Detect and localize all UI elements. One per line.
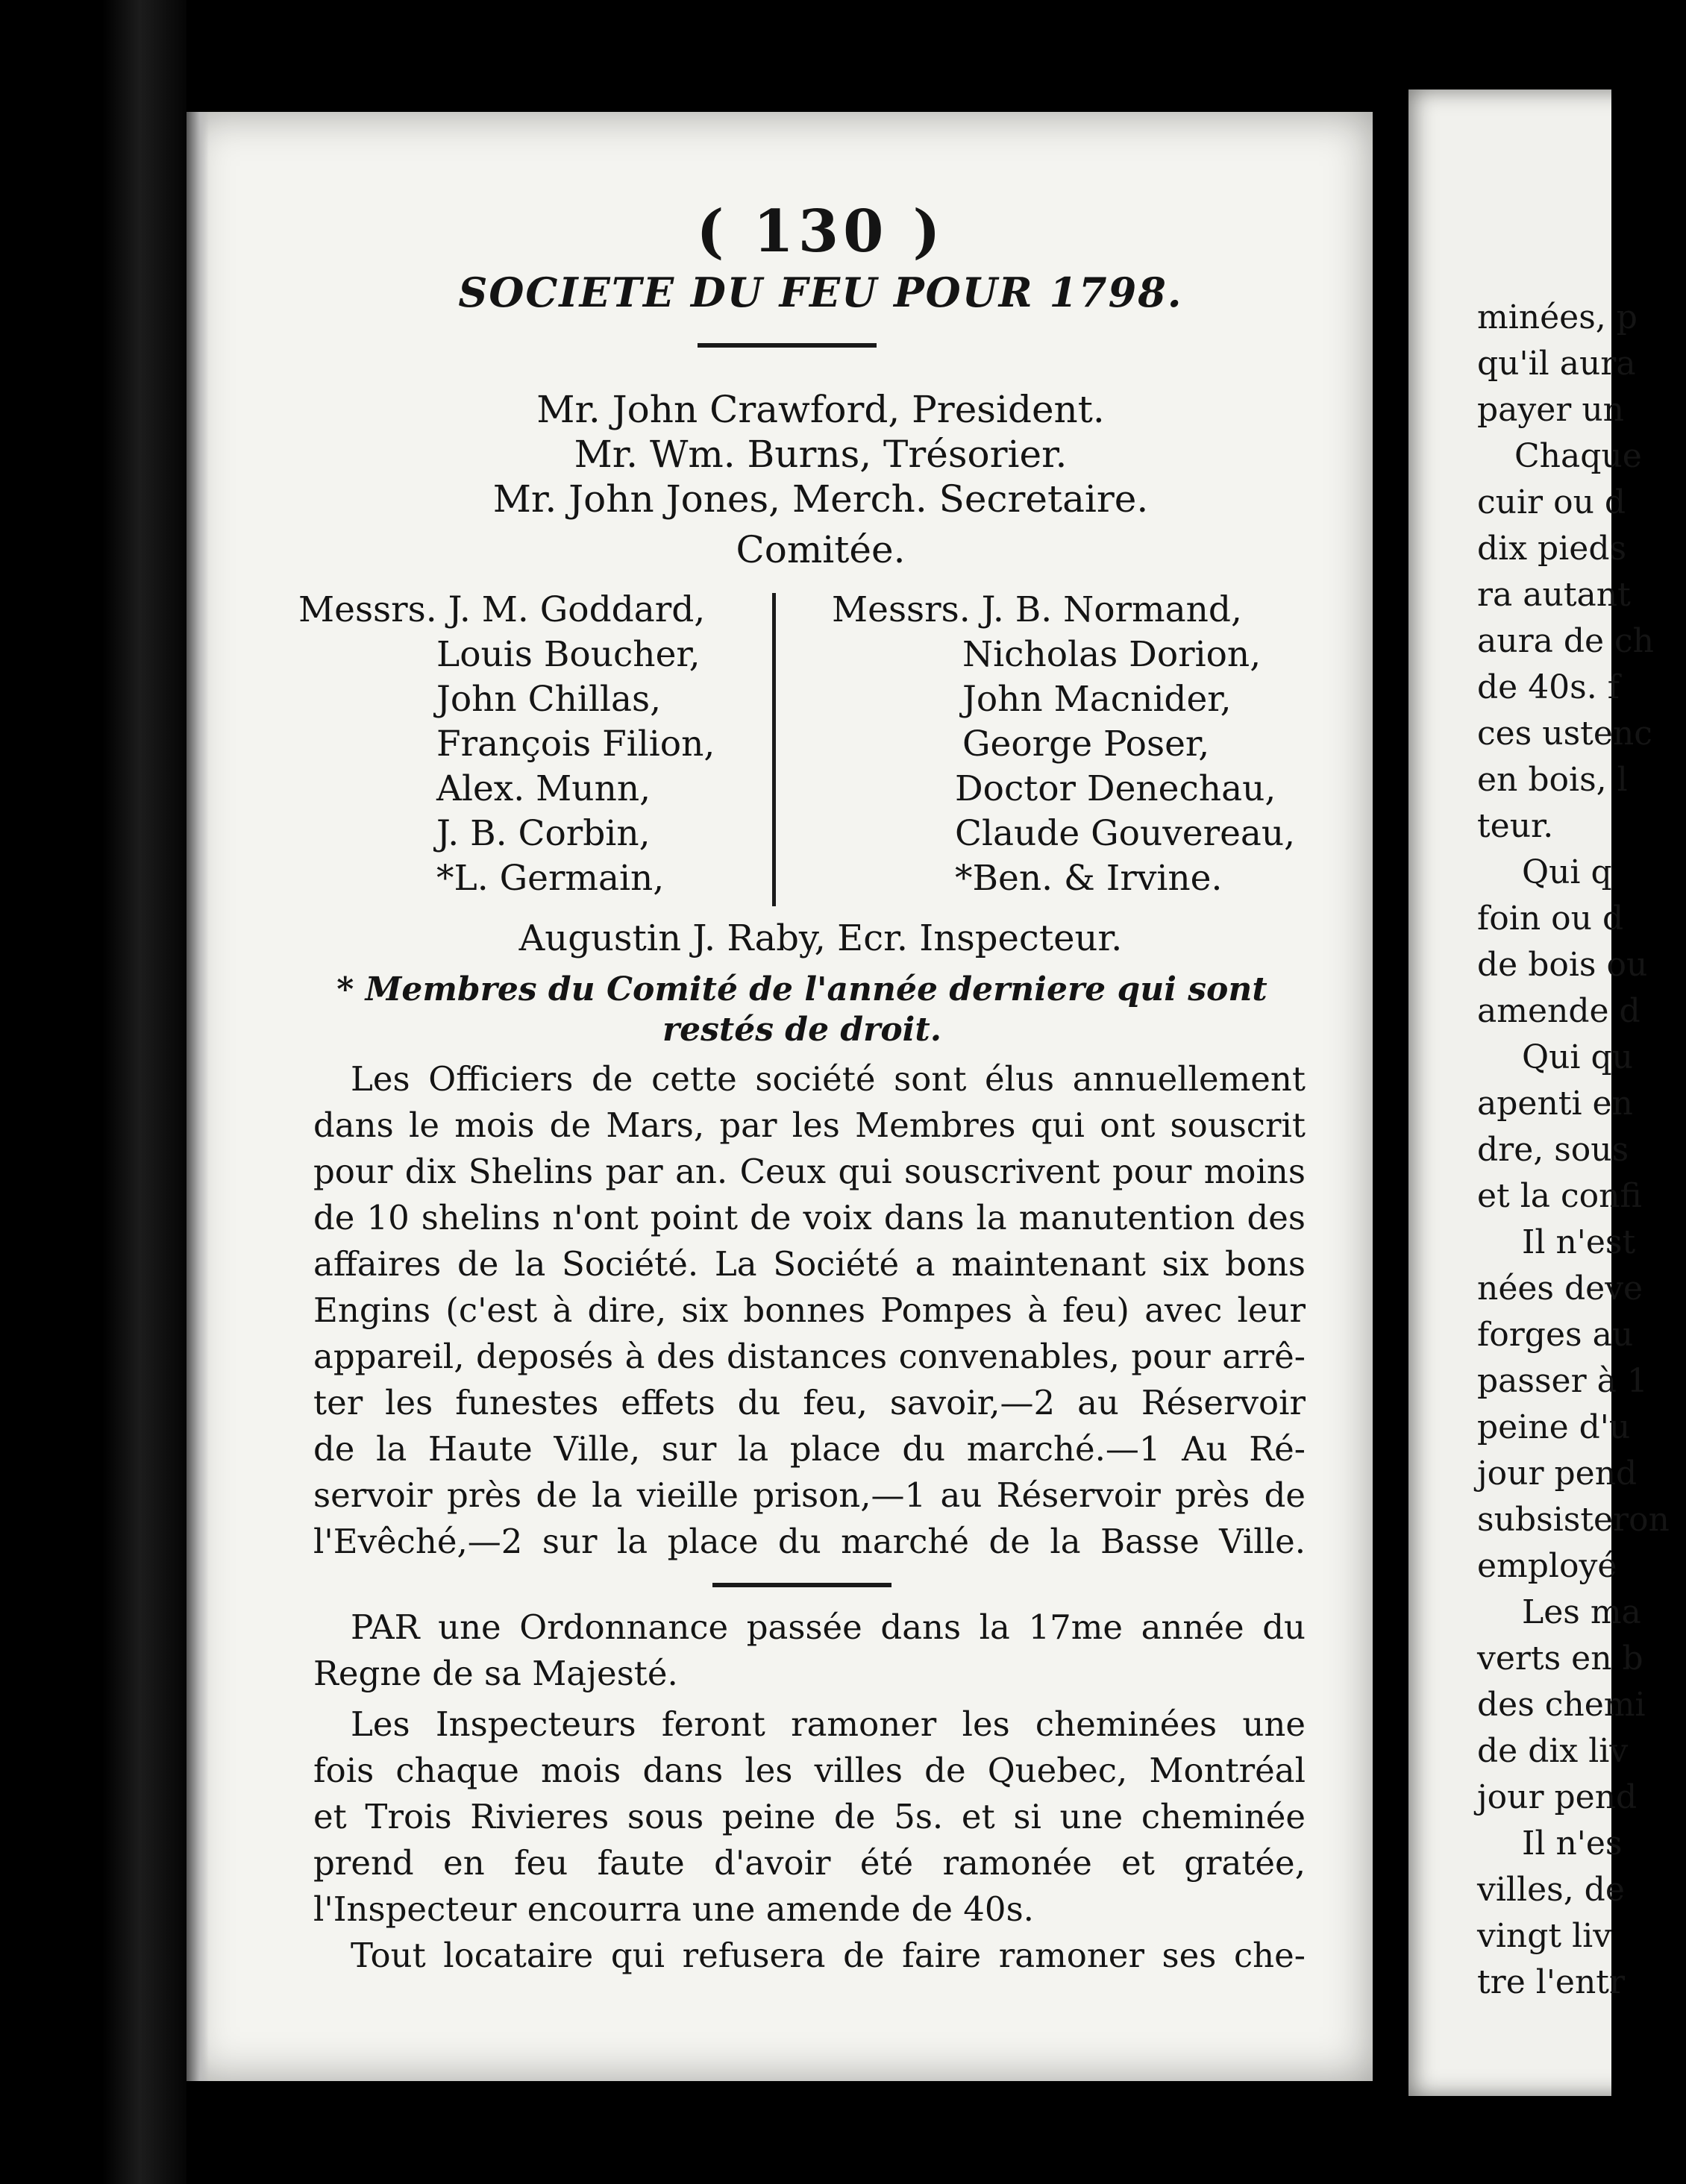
body-line: Les Officiers de cette société sont élus annuellement	[351, 1059, 1306, 1099]
footnote: * Membres du Comité de l'année derniere qui sont restés de droit.	[336, 970, 1267, 1049]
right-page-line: ra autant	[1477, 576, 1631, 614]
body-line: l'Inspecteur encourra une amende de 40s.	[313, 1889, 1034, 1929]
committee-right-member: George Poser,	[962, 724, 1210, 765]
right-page-line: minées, p	[1477, 298, 1638, 336]
committee-left-member: Messrs. J. M. Goddard,	[298, 589, 706, 630]
body-line: pour dix Shelins par an. Ceux qui souscrivent pour moins	[313, 1152, 1306, 1191]
title-divider	[698, 343, 877, 348]
right-page-line: payer un	[1477, 391, 1624, 429]
right-page-line: de dix liv	[1477, 1732, 1629, 1770]
right-page-line: de bois ou	[1477, 946, 1648, 984]
book-spine	[0, 0, 187, 2184]
body-line: Tout locataire qui refusera de faire ramoner ses che-	[351, 1936, 1306, 1975]
body-line: Regne de sa Majesté.	[313, 1654, 678, 1693]
right-page-line: aura de ch	[1477, 622, 1654, 660]
right-page-line: subsisteron	[1477, 1501, 1670, 1539]
officer-treasurer: Mr. Wm. Burns, Trésorier.	[574, 433, 1068, 476]
inspector-line: Augustin J. Raby, Ecr. Inspecteur.	[518, 917, 1123, 959]
right-page-line: employé	[1477, 1547, 1617, 1585]
committee-left-member: Alex. Munn,	[436, 768, 651, 809]
body-line: affaires de la Société. La Société a maintenant six bons	[313, 1244, 1306, 1284]
right-page-line: dix pieds	[1477, 530, 1627, 568]
body-line: appareil, deposés à des distances convenables, pour arrê-	[313, 1337, 1306, 1376]
committee-right-member: Doctor Denechau,	[955, 768, 1276, 809]
committee-divider	[772, 593, 776, 906]
officer-president: Mr. John Crawford, President.	[536, 388, 1105, 431]
body-line: PAR une Ordonnance passée dans la 17me année du	[351, 1607, 1306, 1647]
right-page-line: villes, de	[1477, 1871, 1625, 1909]
committee-left-member: *L. Germain,	[436, 858, 665, 899]
section-divider	[712, 1583, 891, 1587]
right-page-line: Il n'es	[1522, 1824, 1623, 1863]
right-page-line: Qui q	[1522, 853, 1612, 891]
right-page-line: teur.	[1477, 807, 1554, 845]
committee-right-member: John Macnider,	[962, 679, 1232, 720]
committee-right-member: Claude Gouvereau,	[955, 813, 1296, 854]
right-page-line: de 40s. f	[1477, 668, 1620, 706]
committee-left-member: John Chillas,	[436, 679, 662, 720]
body-line: l'Evêché,—2 sur la place du marché de la Basse Ville.	[313, 1522, 1306, 1561]
right-page-line: ces ustenc	[1477, 715, 1652, 753]
body-line: de la Haute Ville, sur la place du marché.—1 Au Ré-	[313, 1429, 1306, 1469]
committee-right-member: Nicholas Dorion,	[962, 634, 1262, 675]
committee-left-member: J. B. Corbin,	[436, 813, 651, 854]
committee-right-member: *Ben. & Irvine.	[955, 858, 1223, 899]
right-page-line: tre l'entr	[1477, 1963, 1625, 2001]
body-line: servoir près de la vieille prison,—1 au Réservoir près de	[313, 1475, 1306, 1515]
right-page-line: amende d	[1477, 992, 1640, 1030]
right-page-line: jour pend	[1477, 1778, 1638, 1816]
committee-left-member: François Filion,	[436, 724, 715, 765]
right-page-line: peine d'u	[1477, 1408, 1631, 1446]
right-page-line: foin ou d	[1477, 900, 1624, 938]
right-page-line: passer à 1	[1477, 1362, 1648, 1400]
right-page-line: Il n'est	[1522, 1223, 1636, 1261]
officer-secretary: Mr. John Jones, Merch. Secretaire.	[492, 477, 1149, 521]
right-page-line: jour pend	[1477, 1455, 1638, 1493]
committee-heading: Comitée.	[736, 528, 906, 571]
right-page-line: Les ma	[1522, 1593, 1641, 1631]
body-line: fois chaque mois dans les villes de Quebec, Montréal	[313, 1751, 1306, 1790]
page-gutter	[1373, 97, 1410, 2141]
right-page-line: forges au	[1477, 1316, 1634, 1354]
body-line: dans le mois de Mars, par les Membres qui ont souscrit	[313, 1105, 1306, 1145]
right-page-line: Chaque	[1514, 437, 1642, 475]
right-page-line: nées deve	[1477, 1270, 1643, 1308]
page-number: ( 130 )	[696, 198, 945, 266]
body-line: Les Inspecteurs feront ramoner les cheminées une	[351, 1704, 1306, 1744]
body-line: de 10 shelins n'ont point de voix dans la manutention des	[313, 1198, 1306, 1237]
right-page-line: cuir ou d	[1477, 483, 1626, 521]
right-page-line: des chemi	[1477, 1686, 1646, 1724]
body-line: et Trois Rivieres sous peine de 5s. et si une cheminée	[313, 1797, 1306, 1836]
committee-right-member: Messrs. J. B. Normand,	[832, 589, 1242, 630]
right-page-line: dre, sous	[1477, 1131, 1629, 1169]
right-page-line: qu'il aura	[1477, 345, 1636, 383]
body-line: ter les funestes effets du feu, savoir,—2 au Réservoir	[313, 1383, 1306, 1422]
page-title: SOCIETE DU FEU POUR 1798.	[458, 269, 1183, 316]
right-page-line: Qui qu	[1522, 1038, 1633, 1076]
right-page-line: verts en b	[1477, 1639, 1643, 1678]
body-line: prend en feu faute d'avoir été ramonée et gratée,	[313, 1843, 1306, 1883]
committee-left-member: Louis Boucher,	[436, 634, 701, 675]
body-line: Engins (c'est à dire, six bonnes Pompes à feu) avec leur	[313, 1290, 1306, 1330]
right-page-line: et la confi	[1477, 1177, 1642, 1215]
right-page-line: en bois, l	[1477, 761, 1628, 799]
right-page-line: apenti en	[1477, 1085, 1633, 1123]
right-page-line: vingt liv	[1477, 1917, 1612, 1955]
